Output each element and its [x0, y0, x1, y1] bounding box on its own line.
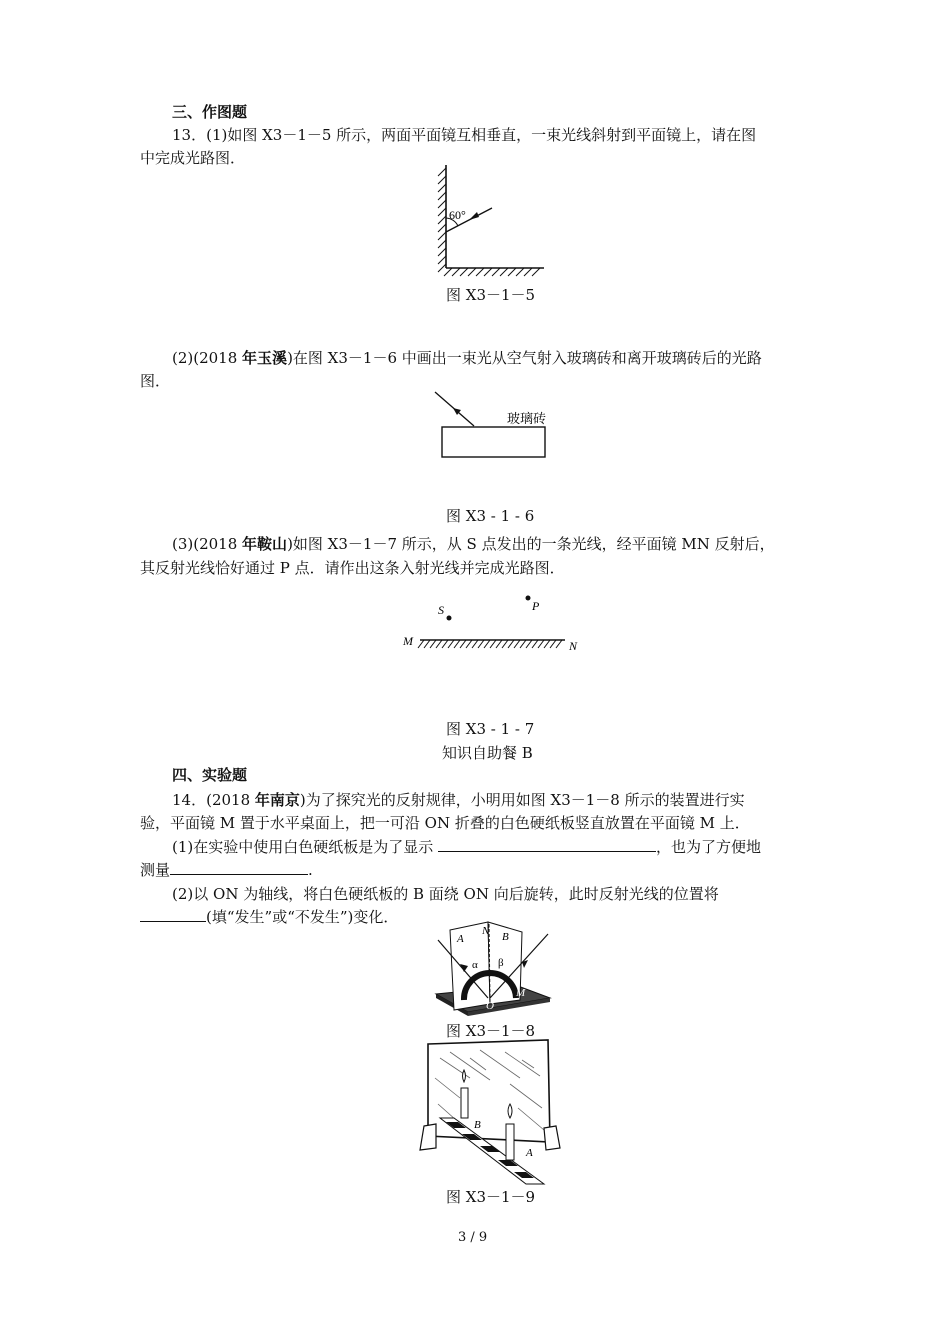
candle-a-label: A	[526, 1147, 533, 1159]
q13-3-text-line2: 其反射光线恰好通过 P 点．请作出这条入射光线并完成光路图．	[140, 559, 565, 577]
answer-blank-1[interactable]	[438, 837, 656, 852]
label-beta: β	[498, 957, 504, 969]
point-s-label: S	[438, 603, 444, 617]
bonus-section-title: 知识自助餐 B	[442, 744, 533, 762]
answer-blank-3[interactable]	[140, 907, 206, 922]
figure-caption-x3-1-7: 图 X3 - 1 - 7	[446, 720, 535, 738]
q14-text-line2: 验，平面镜 M 置于水平桌面上，把一可沿 ON 折叠的白色硬纸板竖直放置在平面镜 M 上．	[140, 814, 750, 832]
q14-1-text-line2: 测量 .	[140, 861, 313, 879]
q13-1-text-line2: 中完成光路图．	[140, 149, 246, 167]
figure-x3-1-6	[425, 388, 555, 463]
q13-3-text-line1: (3)(2018 年鞍山)如图 X3－1－7 所示，从 S 点发出的一条光线，经平面镜 MN 反射后，	[172, 535, 775, 553]
section-heading-experiment: 四、实验题	[172, 766, 248, 784]
figure-caption-x3-1-6: 图 X3 - 1 - 6	[446, 507, 535, 525]
label-m: M	[516, 987, 526, 999]
label-alpha: α	[472, 959, 478, 971]
candle-b-label: B	[474, 1119, 481, 1131]
q14-text-line1: 14．(2018 年南京)为了探究光的反射规律，小明用如图 X3－1－8 所示的装置进行实	[172, 791, 745, 809]
figure-caption-x3-1-9: 图 X3－1－9	[446, 1188, 536, 1206]
mirror-m-label: M	[403, 634, 413, 648]
q13-2-text-line2: 图．	[140, 372, 171, 390]
label-o: O	[486, 1000, 494, 1012]
label-b: B	[502, 931, 509, 943]
figure-caption-x3-1-8: 图 X3－1－8	[446, 1022, 536, 1040]
q14-1-text: (1)在实验中使用白色硬纸板是为了显示 ，也为了方便地	[172, 838, 762, 856]
q14-2-text-line2: (填“发生”或“不发生”)变化．	[140, 907, 398, 927]
section-heading-drawing: 三、作图题	[172, 103, 248, 121]
figure-caption-x3-1-5: 图 X3－1－5	[446, 286, 536, 304]
point-p-label: P	[532, 599, 540, 613]
q14-2-text: (2)以 ON 为轴线，将白色硬纸板的 B 面绕 ON 向后旋转，此时反射光线的位置将	[172, 885, 719, 903]
q13-1-text-line1: 13．(1)如图 X3－1－5 所示，两面平面镜互相垂直，一束光线斜射到平面镜上，请在图	[172, 126, 757, 144]
angle-label: 60°	[449, 208, 466, 222]
q13-2-text-line1: (2)(2018 年玉溪)在图 X3－1－6 中画出一束光从空气射入玻璃砖和离开玻璃砖后的光路	[172, 349, 762, 367]
label-a: A	[457, 933, 464, 945]
figure-x3-1-8	[430, 920, 560, 1020]
label-n: N	[482, 925, 490, 937]
figure-x3-1-9	[410, 1038, 570, 1188]
answer-blank-2[interactable]	[170, 860, 308, 875]
page-number: 3 / 9	[458, 1230, 488, 1245]
glass-brick-label: 玻璃砖	[507, 412, 547, 427]
mirror-n-label: N	[569, 639, 578, 653]
figure-x3-1-7	[400, 590, 585, 660]
figure-x3-1-5	[420, 160, 560, 285]
